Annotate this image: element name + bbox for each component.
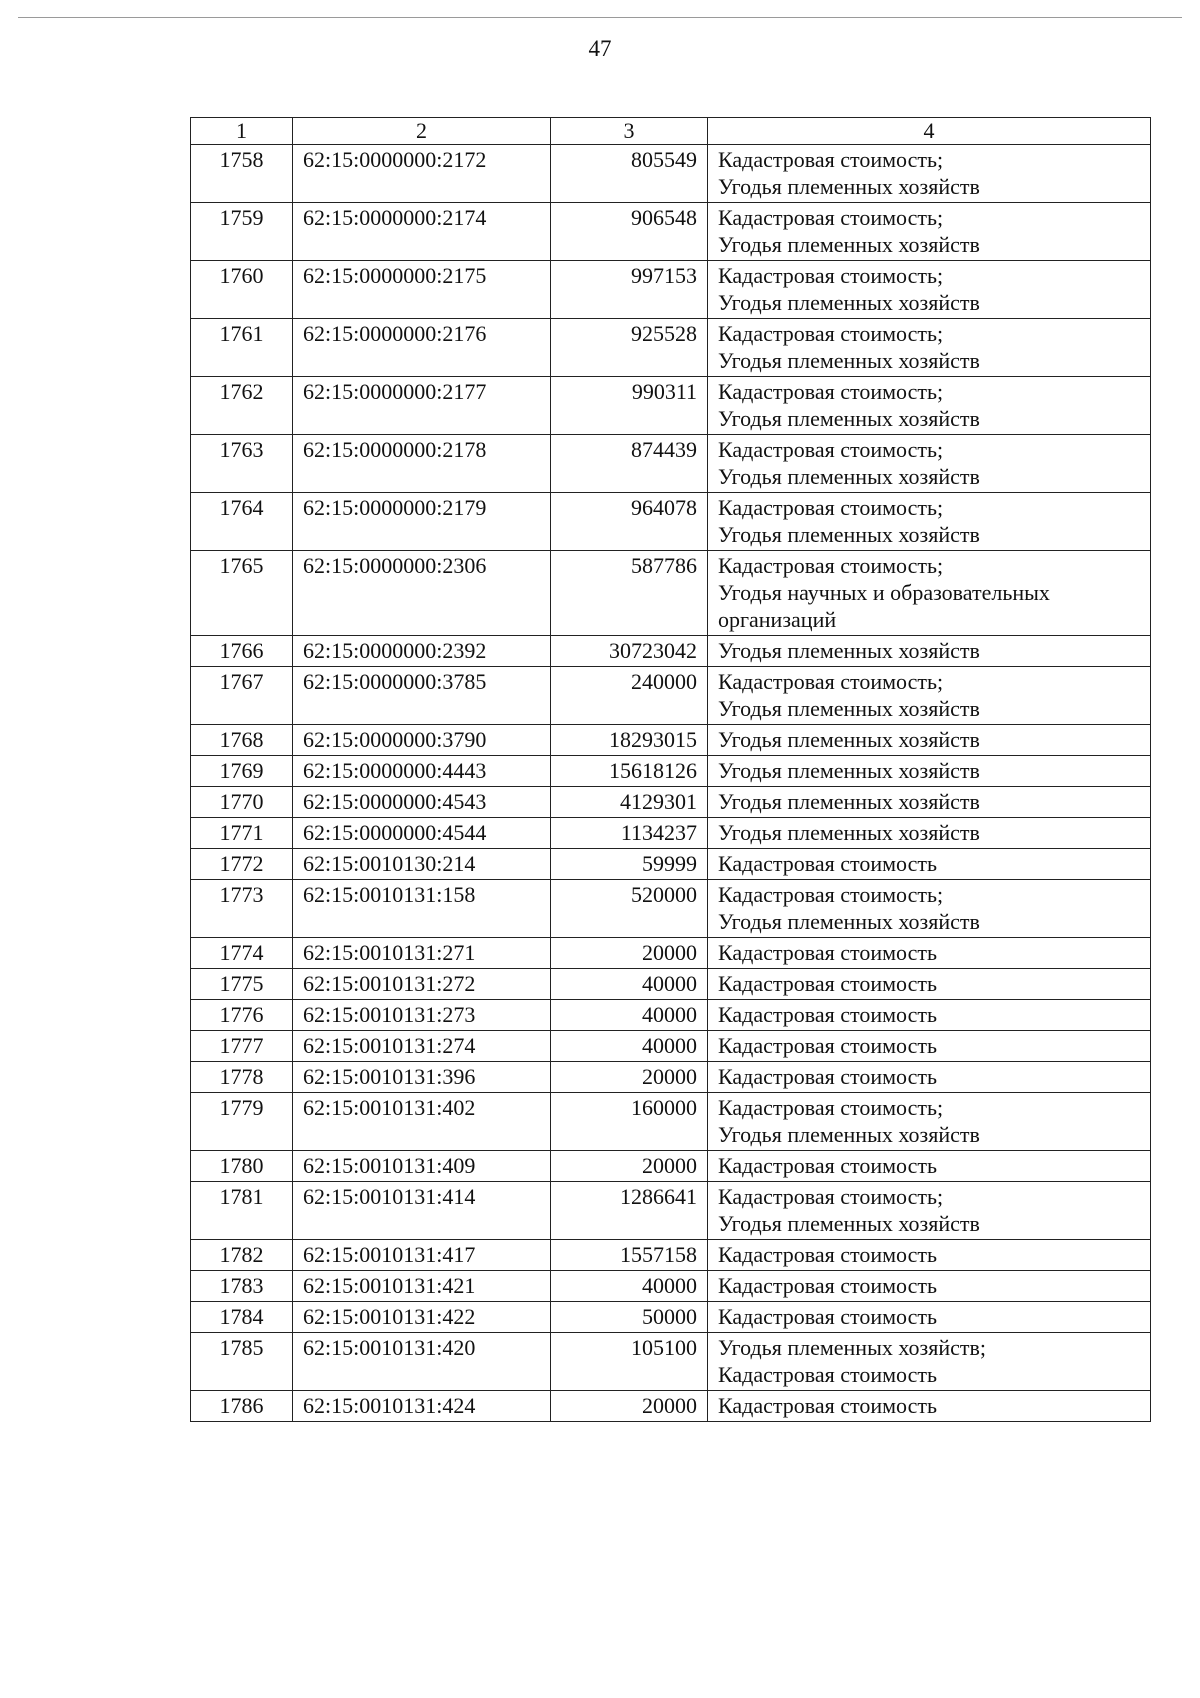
- description-line: Кадастровая стоимость;: [718, 1184, 944, 1209]
- description-cell: [708, 818, 1151, 849]
- description-cell: [708, 261, 1151, 319]
- value-cell: 20000: [551, 1151, 708, 1182]
- description-line: Кадастровая стоимость: [718, 940, 937, 965]
- row-number-cell: 1786: [191, 1391, 293, 1422]
- value-cell: 160000: [551, 1093, 708, 1151]
- table-row: [191, 880, 1151, 938]
- row-number-cell: 1758: [191, 145, 293, 203]
- row-number-cell: 1768: [191, 725, 293, 756]
- table-row: [191, 1062, 1151, 1093]
- value-cell: 40000: [551, 969, 708, 1000]
- description-cell: [708, 969, 1151, 1000]
- description-line: Кадастровая стоимость;: [718, 205, 944, 230]
- value-cell: 59999: [551, 849, 708, 880]
- description-cell: [708, 1062, 1151, 1093]
- description-line: Кадастровая стоимость: [718, 1064, 937, 1089]
- table-row: [191, 636, 1151, 667]
- value-cell: 1286641: [551, 1182, 708, 1240]
- description-line: Кадастровая стоимость;: [718, 379, 944, 404]
- cadastral-number-cell: 62:15:0010131:420: [293, 1333, 551, 1391]
- cadastral-number-cell: 62:15:0000000:4544: [293, 818, 551, 849]
- description-cell: [708, 938, 1151, 969]
- table-row: [191, 938, 1151, 969]
- table-row: [191, 203, 1151, 261]
- value-cell: 40000: [551, 1271, 708, 1302]
- table-row: [191, 493, 1151, 551]
- description-line: Угодья племенных хозяйств;: [718, 1335, 986, 1360]
- row-number-cell: 1762: [191, 377, 293, 435]
- value-cell: 20000: [551, 1062, 708, 1093]
- table-row: [191, 261, 1151, 319]
- description-cell: [708, 636, 1151, 667]
- table-row: [191, 787, 1151, 818]
- value-cell: 18293015: [551, 725, 708, 756]
- table-row: [191, 377, 1151, 435]
- table-row: [191, 667, 1151, 725]
- table-row: [191, 1000, 1151, 1031]
- description-cell: [708, 493, 1151, 551]
- cadastral-number-cell: 62:15:0010131:424: [293, 1391, 551, 1422]
- description-cell: [708, 787, 1151, 818]
- row-number-cell: 1778: [191, 1062, 293, 1093]
- cadastral-number-cell: 62:15:0010131:421: [293, 1271, 551, 1302]
- row-number-cell: 1772: [191, 849, 293, 880]
- description-cell: [708, 377, 1151, 435]
- row-number-cell: 1782: [191, 1240, 293, 1271]
- description-cell: [708, 667, 1151, 725]
- description-cell: [708, 849, 1151, 880]
- description-cell: [708, 1000, 1151, 1031]
- row-number-cell: 1767: [191, 667, 293, 725]
- description-line: Кадастровая стоимость: [718, 1304, 937, 1329]
- description-line: Угодья племенных хозяйств: [718, 522, 980, 547]
- table-row: [191, 818, 1151, 849]
- description-line: Кадастровая стоимость: [718, 1002, 937, 1027]
- cadastral-number-cell: 62:15:0010131:409: [293, 1151, 551, 1182]
- row-number-cell: 1783: [191, 1271, 293, 1302]
- description-line: Угодья племенных хозяйств: [718, 464, 980, 489]
- cadastral-number-cell: 62:15:0010131:158: [293, 880, 551, 938]
- cadastral-number-cell: 62:15:0000000:2174: [293, 203, 551, 261]
- description-line: Кадастровая стоимость: [718, 1273, 937, 1298]
- value-cell: 997153: [551, 261, 708, 319]
- description-cell: [708, 1302, 1151, 1333]
- land-parcel-table: [190, 117, 1151, 1422]
- table-row: [191, 1182, 1151, 1240]
- cadastral-number-cell: 62:15:0010131:417: [293, 1240, 551, 1271]
- description-line: Кадастровая стоимость: [718, 1153, 937, 1178]
- row-number-cell: 1784: [191, 1302, 293, 1333]
- value-cell: 15618126: [551, 756, 708, 787]
- value-cell: 240000: [551, 667, 708, 725]
- description-line: организаций: [718, 607, 837, 632]
- description-line: Кадастровая стоимость: [718, 1033, 937, 1058]
- row-number-cell: 1763: [191, 435, 293, 493]
- cadastral-number-cell: 62:15:0000000:2392: [293, 636, 551, 667]
- description-line: Кадастровая стоимость: [718, 971, 937, 996]
- description-line: Угодья племенных хозяйств: [718, 1211, 980, 1236]
- row-number-cell: 1771: [191, 818, 293, 849]
- table-row: [191, 1391, 1151, 1422]
- cadastral-number-cell: 62:15:0000000:2179: [293, 493, 551, 551]
- table-row: [191, 1093, 1151, 1151]
- description-line: Угодья племенных хозяйств: [718, 1122, 980, 1147]
- scan-top-rule: [18, 17, 1182, 18]
- description-line: Угодья племенных хозяйств: [718, 232, 980, 257]
- description-cell: [708, 1031, 1151, 1062]
- row-number-cell: 1770: [191, 787, 293, 818]
- table-row: [191, 756, 1151, 787]
- column-header-3: 3: [551, 118, 708, 145]
- table-row: [191, 551, 1151, 636]
- row-number-cell: 1769: [191, 756, 293, 787]
- table-row: [191, 1151, 1151, 1182]
- description-line: Кадастровая стоимость: [718, 1242, 937, 1267]
- value-cell: 964078: [551, 493, 708, 551]
- row-number-cell: 1777: [191, 1031, 293, 1062]
- description-line: Кадастровая стоимость: [718, 1393, 937, 1418]
- description-cell: [708, 1333, 1151, 1391]
- row-number-cell: 1761: [191, 319, 293, 377]
- row-number-cell: 1760: [191, 261, 293, 319]
- cadastral-number-cell: 62:15:0010131:273: [293, 1000, 551, 1031]
- description-cell: [708, 880, 1151, 938]
- value-cell: 105100: [551, 1333, 708, 1391]
- description-line: Кадастровая стоимость;: [718, 1095, 944, 1120]
- description-line: Угодья племенных хозяйств: [718, 758, 980, 783]
- value-cell: 874439: [551, 435, 708, 493]
- table-header: [191, 118, 1151, 145]
- value-cell: 925528: [551, 319, 708, 377]
- cadastral-number-cell: 62:15:0010130:214: [293, 849, 551, 880]
- table-body: [191, 145, 1151, 1422]
- row-number-cell: 1780: [191, 1151, 293, 1182]
- description-line: Кадастровая стоимость;: [718, 147, 944, 172]
- description-line: Кадастровая стоимость: [718, 1362, 937, 1387]
- row-number-cell: 1774: [191, 938, 293, 969]
- table-row: [191, 1333, 1151, 1391]
- row-number-cell: 1781: [191, 1182, 293, 1240]
- column-header-2: 2: [293, 118, 551, 145]
- row-number-cell: 1766: [191, 636, 293, 667]
- description-cell: [708, 1391, 1151, 1422]
- table-row: [191, 1302, 1151, 1333]
- cadastral-number-cell: 62:15:0000000:2175: [293, 261, 551, 319]
- value-cell: 40000: [551, 1031, 708, 1062]
- table-row: [191, 849, 1151, 880]
- description-line: Кадастровая стоимость;: [718, 669, 944, 694]
- description-cell: [708, 319, 1151, 377]
- description-line: Угодья племенных хозяйств: [718, 638, 980, 663]
- table-row: [191, 1031, 1151, 1062]
- cadastral-number-cell: 62:15:0000000:2177: [293, 377, 551, 435]
- table-row: [191, 725, 1151, 756]
- description-line: Угодья племенных хозяйств: [718, 696, 980, 721]
- value-cell: 990311: [551, 377, 708, 435]
- description-line: Угодья племенных хозяйств: [718, 789, 980, 814]
- cadastral-number-cell: 62:15:0000000:2176: [293, 319, 551, 377]
- description-cell: [708, 203, 1151, 261]
- cadastral-number-cell: 62:15:0000000:4543: [293, 787, 551, 818]
- table-row: [191, 435, 1151, 493]
- description-line: Угодья племенных хозяйств: [718, 727, 980, 752]
- description-cell: [708, 756, 1151, 787]
- description-line: Угодья научных и образовательных: [718, 580, 1050, 605]
- description-line: Угодья племенных хозяйств: [718, 406, 980, 431]
- description-line: Угодья племенных хозяйств: [718, 348, 980, 373]
- description-cell: [708, 1151, 1151, 1182]
- description-cell: [708, 1093, 1151, 1151]
- cadastral-number-cell: 62:15:0010131:272: [293, 969, 551, 1000]
- row-number-cell: 1759: [191, 203, 293, 261]
- value-cell: 587786: [551, 551, 708, 636]
- table-row: [191, 1240, 1151, 1271]
- row-number-cell: 1776: [191, 1000, 293, 1031]
- table-row: [191, 319, 1151, 377]
- description-line: Кадастровая стоимость;: [718, 882, 944, 907]
- description-cell: [708, 145, 1151, 203]
- row-number-cell: 1773: [191, 880, 293, 938]
- row-number-cell: 1775: [191, 969, 293, 1000]
- description-line: Кадастровая стоимость;: [718, 263, 944, 288]
- value-cell: 30723042: [551, 636, 708, 667]
- cadastral-number-cell: 62:15:0010131:274: [293, 1031, 551, 1062]
- value-cell: 906548: [551, 203, 708, 261]
- cadastral-number-cell: 62:15:0010131:396: [293, 1062, 551, 1093]
- row-number-cell: 1785: [191, 1333, 293, 1391]
- value-cell: 805549: [551, 145, 708, 203]
- description-line: Кадастровая стоимость;: [718, 553, 944, 578]
- value-cell: 1557158: [551, 1240, 708, 1271]
- cadastral-number-cell: 62:15:0000000:2178: [293, 435, 551, 493]
- description-line: Угодья племенных хозяйств: [718, 290, 980, 315]
- value-cell: 4129301: [551, 787, 708, 818]
- page-number: 47: [588, 36, 612, 61]
- value-cell: 20000: [551, 1391, 708, 1422]
- value-cell: 1134237: [551, 818, 708, 849]
- description-line: Кадастровая стоимость;: [718, 495, 944, 520]
- table-row: [191, 1271, 1151, 1302]
- description-cell: [708, 435, 1151, 493]
- description-cell: [708, 1182, 1151, 1240]
- cadastral-number-cell: 62:15:0000000:3790: [293, 725, 551, 756]
- cadastral-number-cell: 62:15:0000000:3785: [293, 667, 551, 725]
- value-cell: 520000: [551, 880, 708, 938]
- description-line: Кадастровая стоимость: [718, 851, 937, 876]
- cadastral-number-cell: 62:15:0000000:2306: [293, 551, 551, 636]
- value-cell: 20000: [551, 938, 708, 969]
- description-cell: [708, 1271, 1151, 1302]
- description-line: Угодья племенных хозяйств: [718, 820, 980, 845]
- description-line: Угодья племенных хозяйств: [718, 174, 980, 199]
- header-row: [191, 118, 1151, 145]
- table-row: [191, 145, 1151, 203]
- column-header-4: 4: [708, 118, 1151, 145]
- description-cell: [708, 551, 1151, 636]
- description-cell: [708, 1240, 1151, 1271]
- cadastral-number-cell: 62:15:0010131:402: [293, 1093, 551, 1151]
- description-line: Кадастровая стоимость;: [718, 437, 944, 462]
- cadastral-number-cell: 62:15:0000000:2172: [293, 145, 551, 203]
- cadastral-number-cell: 62:15:0000000:4443: [293, 756, 551, 787]
- description-line: Угодья племенных хозяйств: [718, 909, 980, 934]
- row-number-cell: 1764: [191, 493, 293, 551]
- description-cell: [708, 725, 1151, 756]
- value-cell: 50000: [551, 1302, 708, 1333]
- cadastral-number-cell: 62:15:0010131:414: [293, 1182, 551, 1240]
- cadastral-number-cell: 62:15:0010131:422: [293, 1302, 551, 1333]
- table-row: [191, 969, 1151, 1000]
- value-cell: 40000: [551, 1000, 708, 1031]
- cadastral-number-cell: 62:15:0010131:271: [293, 938, 551, 969]
- row-number-cell: 1779: [191, 1093, 293, 1151]
- row-number-cell: 1765: [191, 551, 293, 636]
- description-line: Кадастровая стоимость;: [718, 321, 944, 346]
- column-header-1: 1: [191, 118, 293, 145]
